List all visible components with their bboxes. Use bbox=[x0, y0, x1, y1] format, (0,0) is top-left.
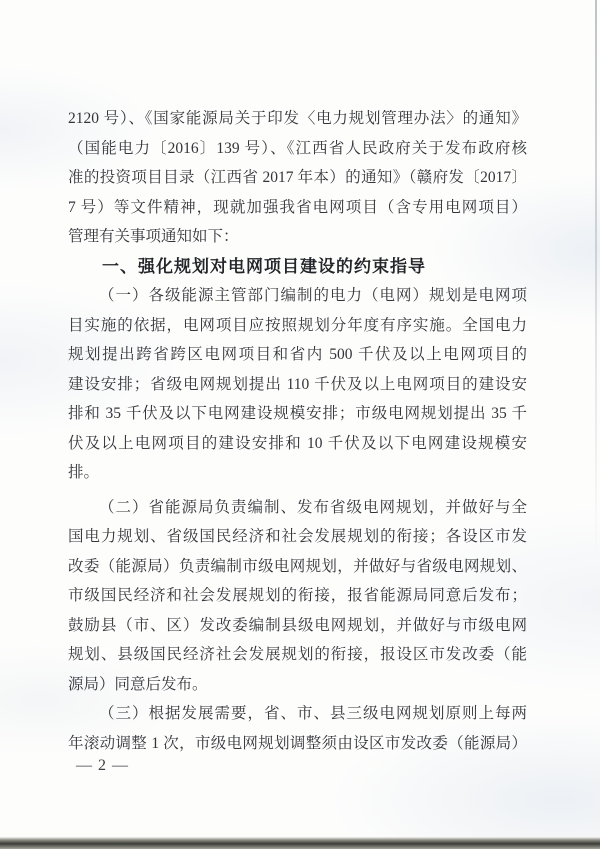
text-line: 目实施的依据，电网项目应按照规划分年度有序实施。全国电力 bbox=[68, 316, 527, 334]
text-line: 年滚动调整 1 次，市级电网规划调整须由设区市发改委（能源局） bbox=[68, 734, 527, 752]
section-heading: 一、强化规划对电网项目建设的约束指导 bbox=[102, 256, 426, 276]
text-line: 改委（能源局）负责编制市级电网规划，并做好与省级电网规划、 bbox=[68, 557, 527, 575]
text-line: 建设安排；省级电网规划提出 110 千伏及以上电网项目的建设安 bbox=[68, 375, 527, 393]
text-line: 源局）同意后发布。 bbox=[68, 675, 208, 693]
text-line: （国能电力〔2016〕139 号）、《江西省人民政府关于发布政府核 bbox=[68, 139, 527, 157]
text-line: 规划、县级国民经济社会发展规划的衔接，报设区市发改委（能 bbox=[68, 646, 527, 663]
text-line: 市级国民经济和社会发展规划的衔接，报省能源局同意后发布； bbox=[68, 587, 527, 604]
text-line: 规划提出跨省跨区电网项目和省内 500 千伏及以上电网项目的 bbox=[68, 346, 527, 363]
text-line: 管理有关事项通知如下： bbox=[68, 228, 239, 245]
text-line: 国电力规划、省级国民经济和社会发展规划的衔接；各设区市发 bbox=[68, 528, 527, 545]
text-line: 排和 35 千伏及以下电网建设规模安排；市级电网规划提出 35 千 bbox=[68, 405, 527, 422]
text-line: （三）根据发展需要，省、市、县三级电网规划原则上每两 bbox=[99, 705, 527, 722]
text-line: 7 号）等文件精神，现就加强我省电网项目（含专用电网项目） bbox=[68, 198, 527, 216]
text-line: 鼓励县（市、区）发改委编制县级电网规划，并做好与市级电网 bbox=[68, 616, 527, 634]
page-number: — 2 — bbox=[76, 757, 129, 774]
text-line: 伏及以上电网项目的建设安排和 10 千伏及以下电网建设规模安 bbox=[68, 434, 527, 452]
scan-edge-right bbox=[595, 0, 597, 560]
text-line: 排。 bbox=[68, 464, 100, 481]
document-body bbox=[68, 104, 527, 758]
text-line: 2120 号）、《国家能源局关于印发〈电力规划管理办法〉的通知》 bbox=[68, 110, 527, 127]
scan-shadow-bottom bbox=[0, 837, 600, 849]
text-line: （一）各级能源主管部门编制的电力（电网）规划是电网项 bbox=[99, 287, 527, 304]
text-line: （二）省能源局负责编制、发布省级电网规划，并做好与全 bbox=[99, 498, 527, 516]
text-line: 准的投资项目目录（江西省 2017 年本）的通知》（赣府发〔2017〕 bbox=[68, 169, 527, 186]
